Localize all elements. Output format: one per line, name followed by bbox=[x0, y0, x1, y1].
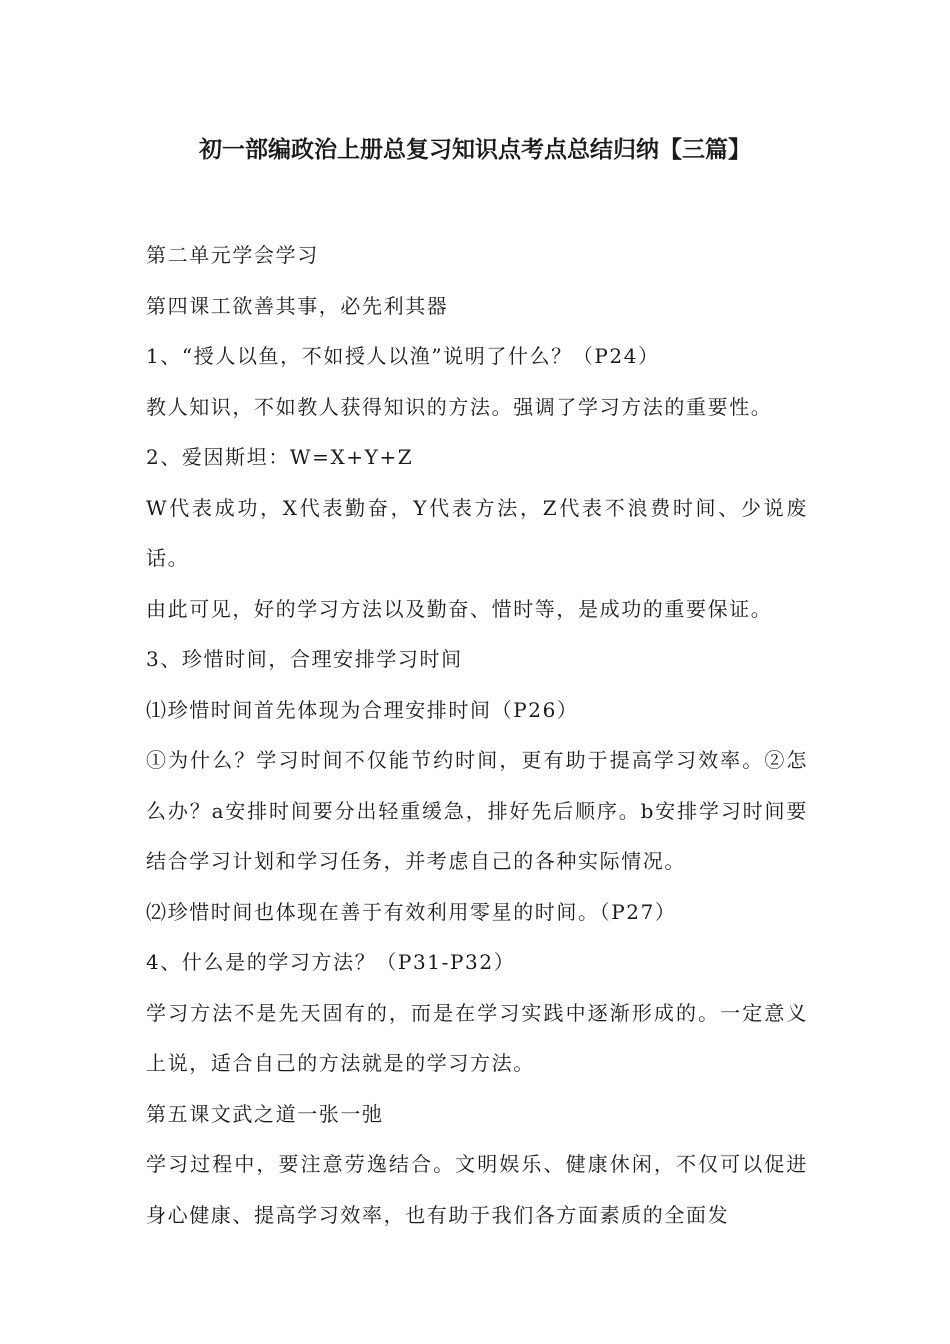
document-title: 初一部编政治上册总复习知识点考点总结归纳【三篇】 bbox=[199, 137, 751, 163]
answer-paragraph: 学习过程中，要注意劳逸结合。文明娱乐、健康休闲，不仅可以促进身心健康、提高学习效率，也有助于我们各方面素质的全面发 bbox=[146, 1152, 808, 1227]
question-item: 2、爱因斯坦：W=X+Y+Z bbox=[146, 445, 414, 469]
lesson-heading: 第四课工欲善其事，必先利其器 bbox=[146, 293, 449, 318]
answer-paragraph: W代表成功，X代表勤奋，Y代表方法，Z代表不浪费时间、少说废话。 bbox=[146, 495, 808, 570]
document-body bbox=[146, 230, 808, 1240]
lesson-heading: 第五课文武之道一张一弛 bbox=[146, 1101, 384, 1126]
sub-item: ⑴珍惜时间首先体现为合理安排时间（P26） bbox=[146, 697, 579, 722]
question-item: 3、珍惜时间，合理安排学习时间 bbox=[146, 647, 463, 671]
unit-heading: 第二单元学会学习 bbox=[146, 243, 319, 267]
question-item: 1、“授人以鱼，不如授人以渔”说明了什么？（P24） bbox=[146, 344, 660, 368]
sub-item: ⑵珍惜时间也体现在善于有效利用零星的时间。（P27） bbox=[146, 899, 677, 924]
answer-paragraph: 学习方法不是先天固有的，而是在学习实践中逐渐形成的。一定意义上说，适合自己的方法就是的学习方法。 bbox=[146, 1000, 808, 1075]
answer-paragraph: ①为什么？学习时间不仅能节约时间，更有助于提高学习效率。②怎么办？a安排时间要分出轻重缓急，排好先后顺序。b安排学习时间要结合学习计划和学习任务，并考虑自己的各种实际情况。 bbox=[146, 748, 808, 873]
answer-paragraph: 教人知识，不如教人获得知识的方法。强调了学习方法的重要性。 bbox=[146, 394, 773, 419]
answer-paragraph: 由此可见，好的学习方法以及勤奋、惜时等，是成功的重要保证。 bbox=[146, 596, 773, 621]
question-item: 4、什么是的学习方法？（P31-P32） bbox=[146, 950, 516, 974]
